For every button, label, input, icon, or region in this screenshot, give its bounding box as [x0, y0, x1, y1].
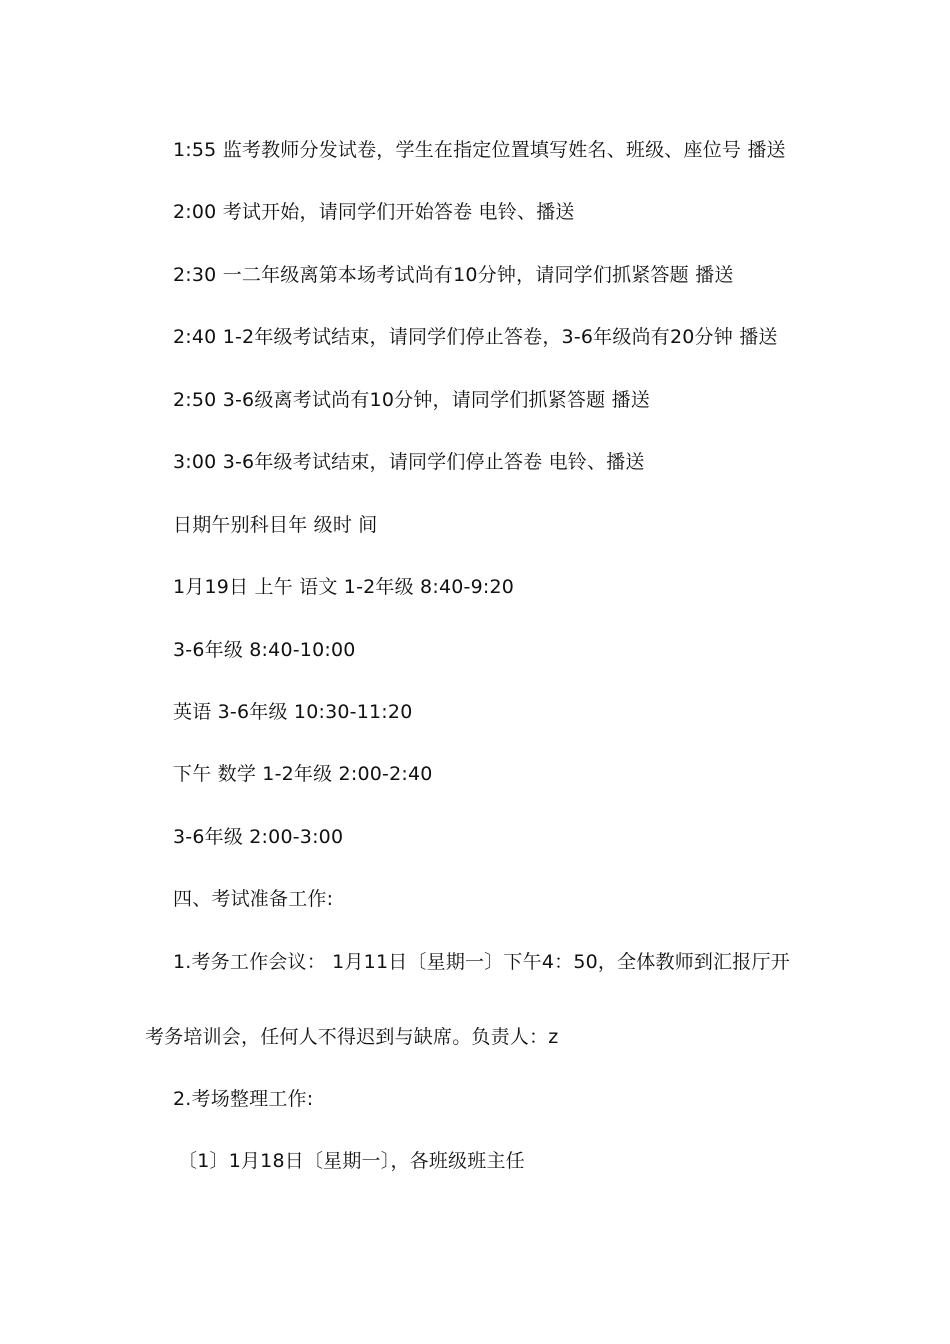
schedule-line-3-00: 3:00 3-6年级考试结束，请同学们停止答卷 电铃、播送	[173, 451, 645, 473]
paragraph-room-arrangement-item-1: 〔1〕1月18日〔星期一〕，各班级班主任	[178, 1150, 525, 1172]
schedule-line-2-30: 2:30 一二年级离第本场考试尚有10分钟，请同学们抓紧答题 播送	[173, 264, 734, 286]
exam-table-row-english: 英语 3-6年级 10:30-11:20	[173, 701, 413, 723]
section-heading-preparation: 四、考试准备工作:	[173, 888, 334, 910]
exam-table-row-math-3-6: 3-6年级 2:00-3:00	[173, 826, 344, 848]
paragraph-room-arrangement: 2.考场整理工作:	[173, 1088, 314, 1110]
exam-table-row-chinese-1-2: 1月19日 上午 语文 1-2年级 8:40-9:20	[173, 576, 515, 598]
paragraph-meeting-line-2: 考务培训会，任何人不得迟到与缺席。负责人：z	[145, 1026, 559, 1048]
paragraph-meeting-line-1: 1.考务工作会议： 1月11日〔星期一〕下午4：50，全体教师到汇报厅开	[173, 951, 790, 973]
schedule-line-2-40: 2:40 1-2年级考试结束，请同学们停止答卷，3-6年级尚有20分钟 播送	[173, 326, 778, 348]
schedule-line-2-00: 2:00 考试开始，请同学们开始答卷 电铃、播送	[173, 201, 575, 223]
schedule-line-1-55: 1:55 监考教师分发试卷，学生在指定位置填写姓名、班级、座位号 播送	[173, 139, 786, 161]
exam-table-row-math-1-2: 下午 数学 1-2年级 2:00-2:40	[173, 763, 433, 785]
schedule-line-2-50: 2:50 3-6级离考试尚有10分钟，请同学们抓紧答题 播送	[173, 389, 650, 411]
exam-table-row-chinese-3-6: 3-6年级 8:40-10:00	[173, 639, 356, 661]
exam-table-header: 日期午别科目年 级时 间	[173, 514, 378, 536]
